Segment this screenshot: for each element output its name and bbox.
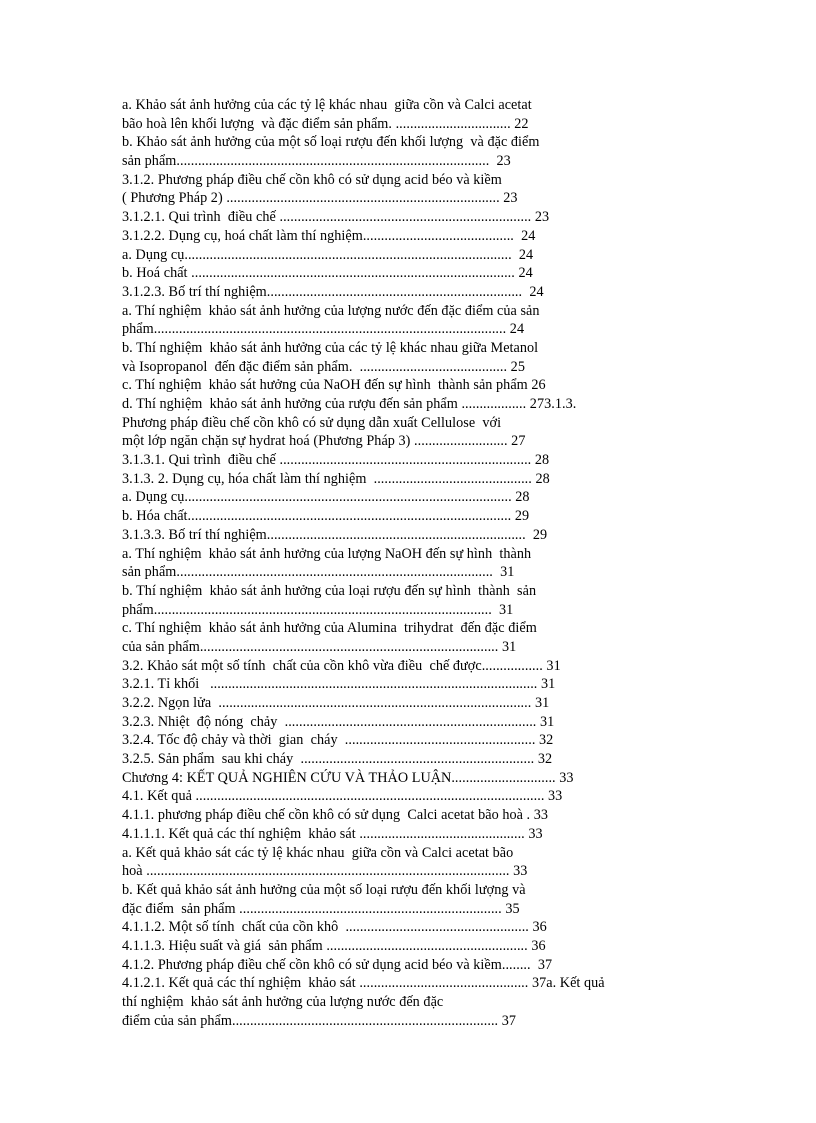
- toc-line: 3.2.5. Sản phẩm sau khi cháy ................................................................. 32: [122, 751, 553, 768]
- toc-line: điểm của sản phẩm.......................................................................... 37: [122, 1012, 517, 1029]
- toc-line: 3.1.2.1. Qui trình điều chế ...................................................................... 23: [122, 209, 550, 226]
- toc-line: a. Kết quả khảo sát các tỷ lệ khác nhau giữa cồn và Calci acetat bão: [122, 844, 514, 861]
- toc-line: 3.2.4. Tốc độ chảy và thời gian cháy ..................................................... 32: [122, 732, 554, 749]
- toc-line: 4.1.1.3. Hiệu suất và giá sản phẩm ........................................................ 36: [122, 937, 546, 954]
- toc-line: a. Dụng cụ........................................................................................... 28: [122, 489, 530, 506]
- toc-line: a. Thí nghiệm khảo sát ảnh hưởng của lượng NaOH đến sự hình thành: [122, 545, 532, 562]
- toc-line: 3.1.3.3. Bố trí thí nghiệm........................................................................ 29: [122, 526, 548, 543]
- toc-line: b. Khảo sát ảnh hưởng của một số loại rượu đến khối lượng và đặc điểm: [122, 134, 540, 151]
- toc-line: 4.1.2.1. Kết quả các thí nghiệm khảo sát ............................................... 37a. Kết quả: [122, 975, 605, 992]
- toc-line: ( Phương Pháp 2) ............................................................................ 23: [122, 190, 518, 207]
- toc-line: b. Hoá chất .......................................................................................... 24: [122, 265, 533, 282]
- toc-line: của sản phẩm................................................................................... 31: [122, 638, 517, 655]
- toc-line: b. Thí nghiệm khảo sát ảnh hưởng của loại rượu đến sự hình thành sản: [122, 582, 537, 599]
- toc-line: phẩm.............................................................................................. 31: [122, 601, 514, 618]
- toc-line: 3.2. Khảo sát một số tính chất của cồn khô vừa điều chế được................. 31: [122, 657, 561, 674]
- toc-line: 3.2.1. Tỉ khối ........................................................................................... 31: [122, 676, 556, 693]
- toc-line: 4.1.1. phương pháp điều chế cồn khô có sử dụng Calci acetat bão hoà . 33: [122, 807, 549, 824]
- toc-line: b. Hóa chất.......................................................................................... 29: [122, 508, 530, 525]
- toc-line: 3.1.3. 2. Dụng cụ, hóa chất làm thí nghiệm ............................................ 28: [122, 470, 550, 487]
- toc-line: 4.1. Kết quả ................................................................................................. 33: [122, 788, 563, 805]
- toc-line: a. Thí nghiệm khảo sát ảnh hưởng của lượng nước đến đặc điểm của sản: [122, 302, 540, 319]
- toc-line: c. Thí nghiệm khảo sát ảnh hưởng của Alumina trihydrat đến đặc điểm: [122, 620, 537, 637]
- toc-line: một lớp ngăn chặn sự hydrat hoá (Phương Pháp 3) .......................... 27: [122, 433, 526, 450]
- toc-line: đặc điểm sản phẩm ......................................................................... 35: [122, 900, 520, 917]
- toc-line: 3.1.2. Phương pháp điều chế cồn khô có sử dụng acid béo và kiềm: [122, 171, 502, 188]
- toc-line: 4.1.2. Phương pháp điều chế cồn khô có sử dụng acid béo và kiềm........ 37: [122, 956, 553, 973]
- toc-line: c. Thí nghiệm khảo sát hưởng của NaOH đến sự hình thành sản phẩm 26: [122, 377, 546, 394]
- toc-line: b. Kết quả khảo sát ảnh hưởng của một số loại rượu đến khối lượng và: [122, 881, 526, 898]
- toc-line: 3.2.2. Ngọn lửa ....................................................................................... 31: [122, 695, 550, 711]
- toc-line: thí nghiệm khảo sát ảnh hưởng của lượng nước đến đặc: [122, 994, 444, 1010]
- toc-line: bão hoà lên khối lượng và đặc điểm sản phẩm. ................................ 22: [122, 115, 529, 132]
- toc-line: 4.1.1.1. Kết quả các thí nghiệm khảo sát .............................................. 33: [122, 825, 543, 842]
- toc-line: d. Thí nghiệm khảo sát ảnh hưởng của rượu đến sản phẩm .................. 273.1.3.: [122, 396, 577, 412]
- toc-line: b. Thí nghiệm khảo sát ảnh hưởng của các tỷ lệ khác nhau giữa Metanol: [122, 339, 539, 356]
- toc-line: a. Dụng cụ........................................................................................... 24: [122, 246, 534, 263]
- toc-line: sản phẩm....................................................................................... 23: [122, 153, 511, 170]
- table-of-contents: [122, 96, 692, 1030]
- toc-line: 4.1.1.2. Một số tính chất của cồn khô ................................................... 36: [122, 919, 547, 936]
- toc-line: Chương 4: KẾT QUẢ NGHIÊN CỨU VÀ THẢO LUẬN............................. 33: [122, 769, 574, 786]
- toc-line: 3.2.3. Nhiệt độ nóng chảy ...................................................................... 31: [122, 713, 555, 730]
- toc-line: hoà ..................................................................................................... 33: [122, 863, 528, 880]
- toc-line: Phương pháp điều chế cồn khô có sử dụng dẫn xuất Cellulose với: [122, 414, 502, 431]
- toc-line: 3.1.2.2. Dụng cụ, hoá chất làm thí nghiệm.......................................... 24: [122, 227, 536, 244]
- toc-line: a. Khảo sát ảnh hưởng của các tỷ lệ khác nhau giữa cồn và Calci acetat: [122, 97, 532, 113]
- toc-line: phẩm.................................................................................................. 24: [122, 321, 525, 338]
- toc-line: 3.1.3.1. Qui trình điều chế ...................................................................... 28: [122, 452, 550, 469]
- toc-line: 3.1.2.3. Bố trí thí nghiệm....................................................................... 24: [122, 283, 544, 300]
- toc-line: sản phẩm........................................................................................ 31: [122, 564, 515, 581]
- toc-line: và Isopropanol đến đặc điểm sản phẩm. ......................................... 25: [122, 358, 525, 375]
